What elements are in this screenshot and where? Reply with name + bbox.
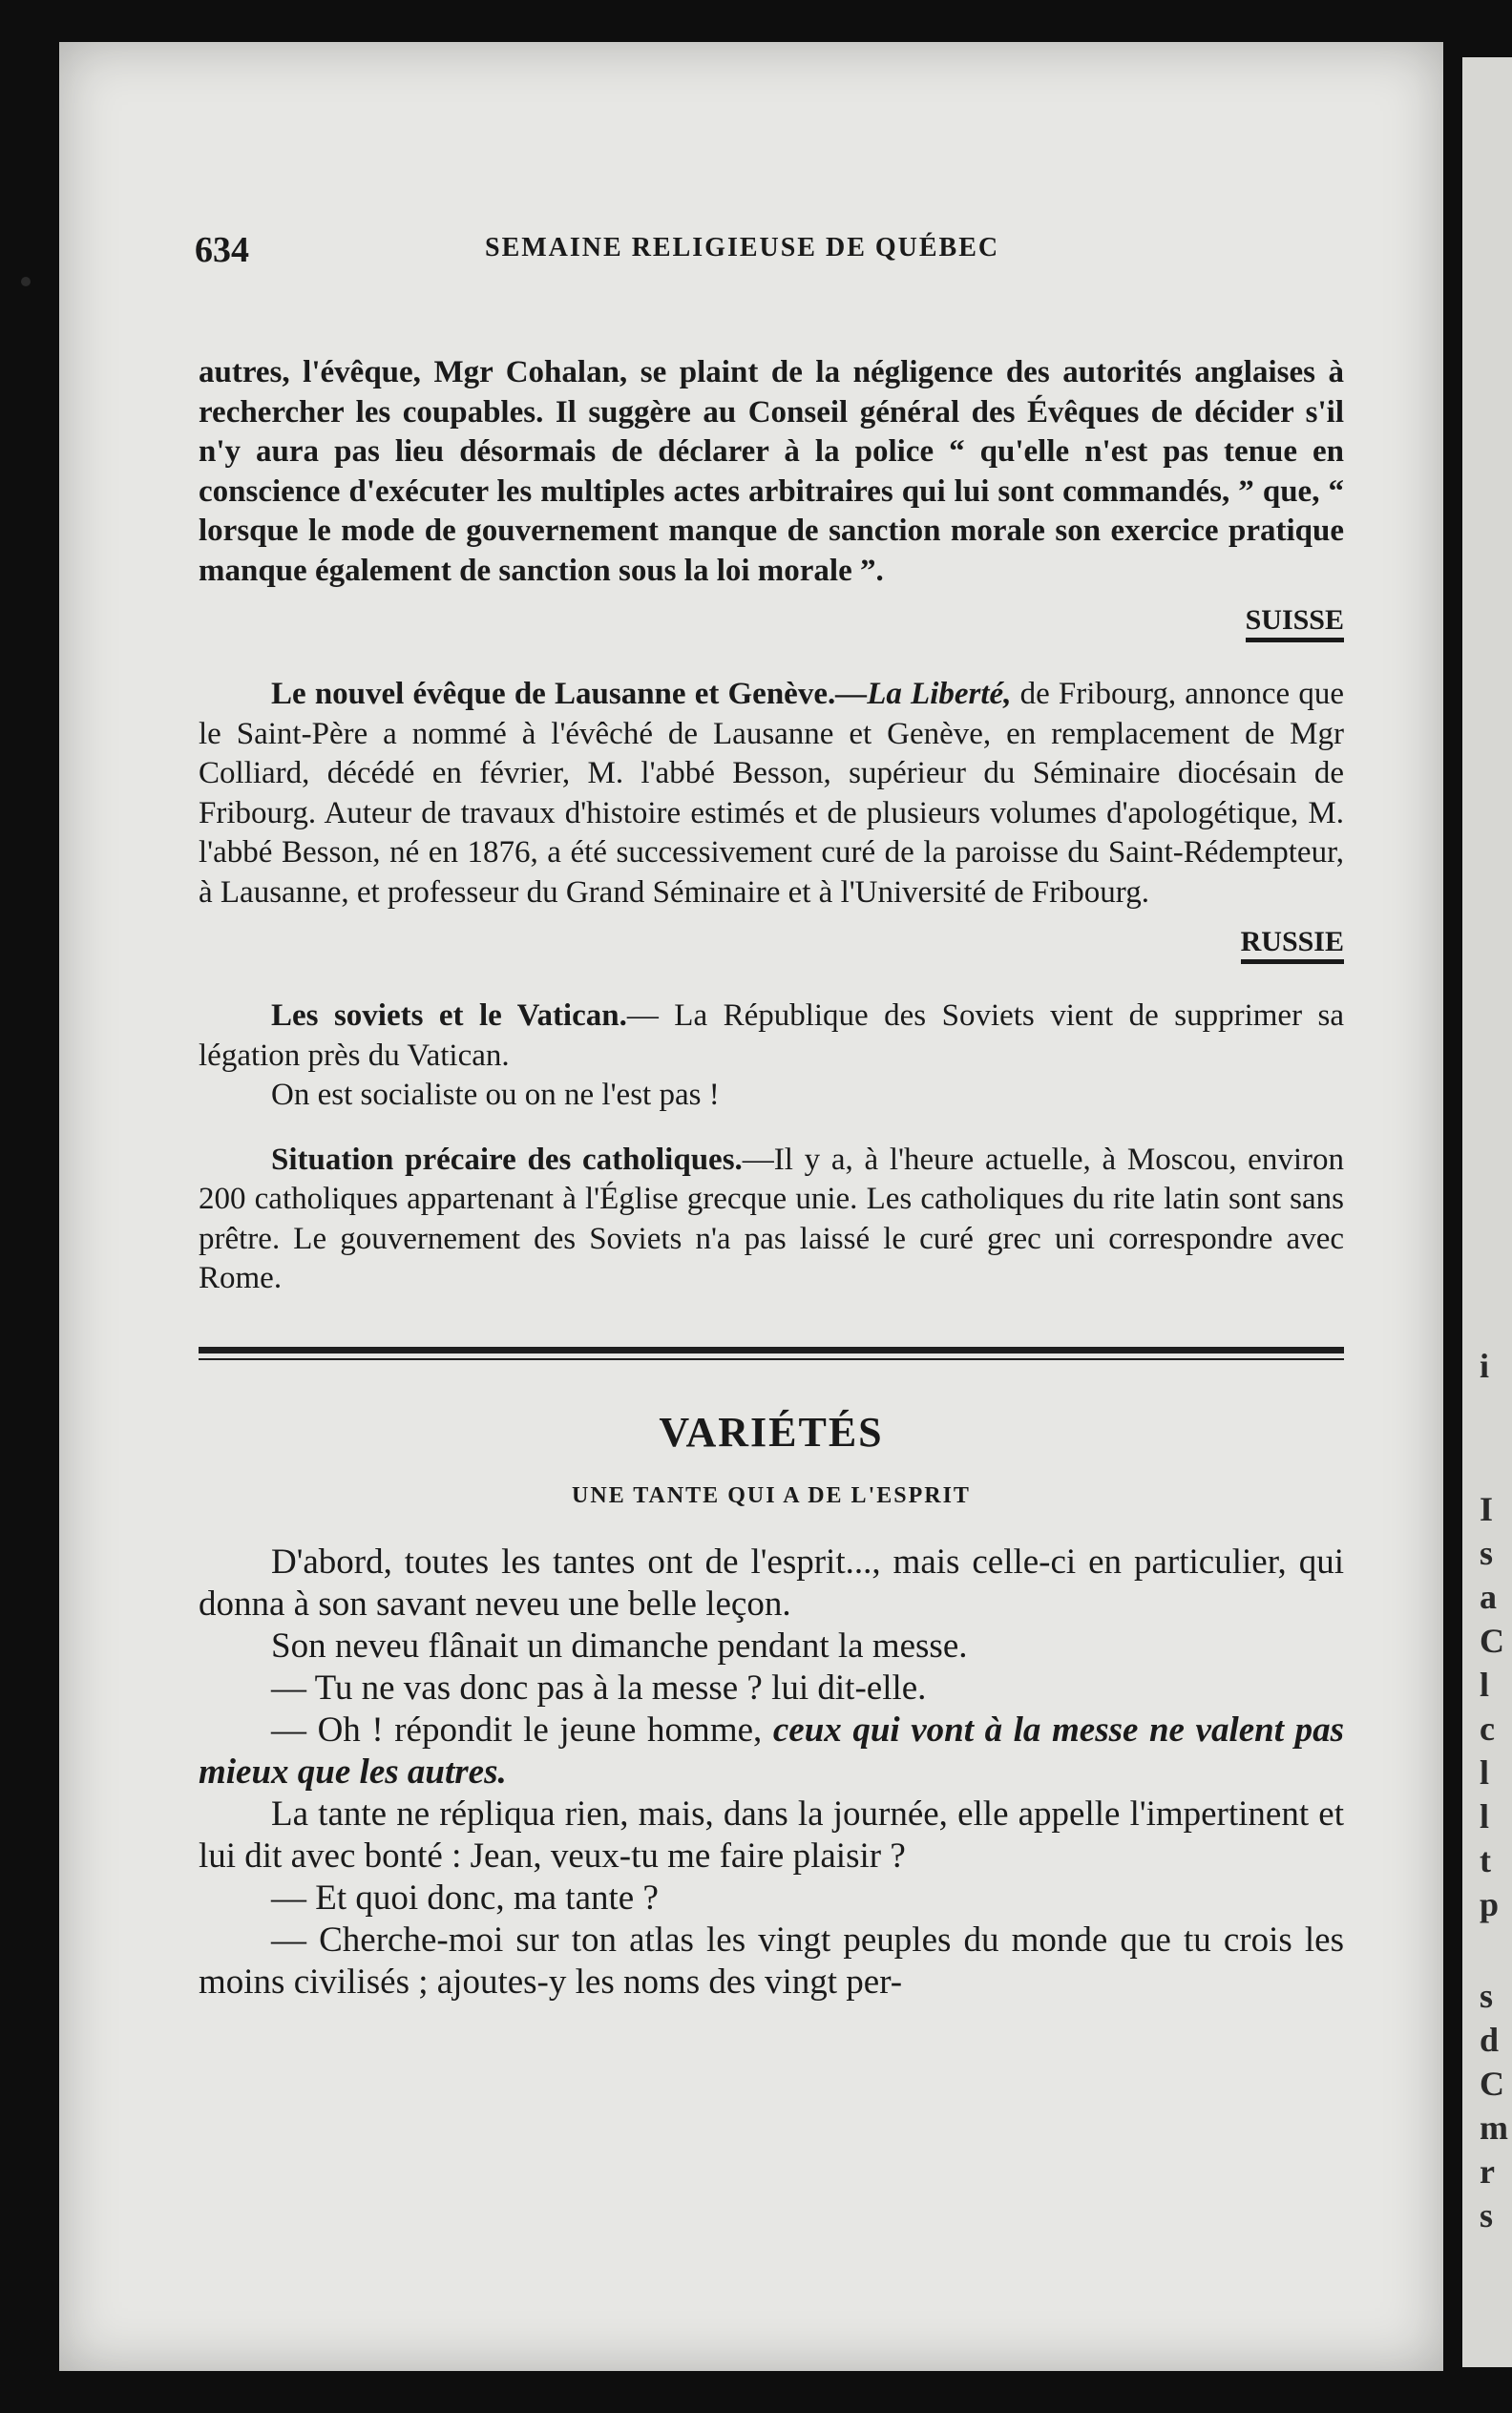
suisse-article-italic: —La Liberté, <box>835 677 1012 711</box>
adjacent-page-fragment: m <box>1480 2109 1508 2147</box>
section-divider <box>199 1347 1344 1360</box>
adjacent-page-fragment: t <box>1480 1841 1491 1879</box>
intro-block <box>199 353 1344 591</box>
russie-item-1-line2: On est socialiste ou on ne l'est pas ! <box>271 1078 720 1112</box>
section-heading-russie: RUSSIE <box>199 926 1344 958</box>
russie-item-1-body: — La République des Soviets vient de supprimer sa légation près du Vatican. <box>199 998 1344 1073</box>
russie-item-2 <box>199 1141 1344 1299</box>
russie-item-1-lead: Les soviets et le Vatican. <box>271 998 627 1033</box>
adjacent-page-fragment: p <box>1480 1885 1500 1923</box>
adjacent-page-fragment: l <box>1480 1753 1490 1792</box>
story-paragraph: — Oh ! répondit le jeune homme, ceux qui vont à la messe ne valent pas mieux que les autres. <box>199 1710 1344 1792</box>
story-italic: ceux qui vont à la messe ne valent pas mieux que les autres. <box>199 1710 1344 1792</box>
adjacent-page-fragment: I <box>1480 1490 1494 1528</box>
adjacent-page-fragment: a <box>1480 1578 1497 1616</box>
story-paragraph: D'abord, toutes les tantes ont de l'esprit..., mais celle-ci en particulier, qui donna à son savant neveu une belle leçon. <box>199 1542 1344 1624</box>
adjacent-page-edge <box>1462 57 1512 2367</box>
suisse-article-body: de Fribourg, annonce que le Saint-Père a nommé à l'évêché de Lausanne et Genève, en remplacement de Mgr Colliard, décédé en février, M. l'abbé Besson, supérieur du Séminaire diocésain de Fribourg. Auteur de travaux d'histoire estimés et de plusieurs volumes d'apologétique, M. l'abbé Besson, né en 1876, a été successivement curé de la paroisse du Saint-Rédempteur, à Lausanne, et professeur du Grand Séminaire et à l'Université de Fribourg. <box>199 677 1345 910</box>
adjacent-page-fragment: i <box>1480 1347 1490 1385</box>
page-number: 634 <box>195 230 249 270</box>
journal-title: SEMAINE RELIGIEUSE DE QUÉBEC <box>485 233 1000 262</box>
story-paragraph: — Cherche-moi sur ton atlas les vingt peuples du monde que tu crois les moins civilisés ; ajoutes-y les noms des vingt per- <box>199 1920 1344 2002</box>
running-head <box>195 229 1344 286</box>
varietes-title: VARIÉTÉS <box>659 1408 884 1456</box>
section-heading-suisse: SUISSE <box>199 604 1344 637</box>
story-paragraph: La tante ne répliqua rien, mais, dans la journée, elle appelle l'impertinent et lui dit avec bonté : Jean, veux-tu me faire plaisir ? <box>199 1794 1344 1876</box>
intro-paragraph: autres, l'évêque, Mgr Cohalan, se plaint de la négligence des autorités anglaises à rechercher les coupables. Il suggère au Conseil général des Évêques de décider s'il n'y aura pas lieu désormais de déclarer à la police “ qu'elle n'est pas tenue en conscience d'exécuter les multiples actes arbitraires qui lui sont commandés, ” que, “ lorsque le mode de gouvernement manque de sanction morale son exercice pratique manque également de sanction sous la loi morale ”. <box>199 355 1344 588</box>
suisse-article-lead: Le nouvel évêque de Lausanne et Genève. <box>271 677 836 711</box>
story-paragraph: Son neveu flânait un dimanche pendant la messe. <box>271 1626 968 1666</box>
adjacent-page-fragment: r <box>1480 2152 1495 2191</box>
adjacent-page-fragment: d <box>1480 2021 1500 2059</box>
adjacent-page-fragment: C <box>1480 2065 1504 2103</box>
adjacent-page-fragment: s <box>1480 2196 1494 2235</box>
adjacent-page-fragment: s <box>1480 1977 1494 2015</box>
story-paragraph: — Tu ne vas donc pas à la messe ? lui dit-elle. <box>271 1668 927 1708</box>
adjacent-page-fragment: l <box>1480 1666 1490 1704</box>
story-paragraph: — Et quoi donc, ma tante ? <box>271 1878 659 1918</box>
adjacent-page-fragment: s <box>1480 1534 1494 1572</box>
adjacent-page-fragment: l <box>1480 1797 1490 1836</box>
adjacent-page-fragment: c <box>1480 1710 1495 1748</box>
suisse-article <box>199 675 1344 913</box>
russie-item-1 <box>199 997 1344 1076</box>
varietes-subtitle: UNE TANTE QUI A DE L'ESPRIT <box>572 1482 971 1508</box>
page-content <box>195 229 1345 2004</box>
russie-item-2-body: —Il y a, à l'heure actuelle, à Moscou, environ 200 catholiques appartenant à l'Église grecque unie. Les catholiques du rite latin sont sans prêtre. Le gouvernement des Soviets n'a pas laissé le curé grec uni correspondre avec Rome. <box>199 1142 1344 1295</box>
varietes-story <box>199 1542 1344 2004</box>
russie-item-2-lead: Situation précaire des catholiques. <box>271 1142 743 1177</box>
scan-speck <box>21 277 31 286</box>
adjacent-page-fragment: C <box>1480 1622 1504 1660</box>
